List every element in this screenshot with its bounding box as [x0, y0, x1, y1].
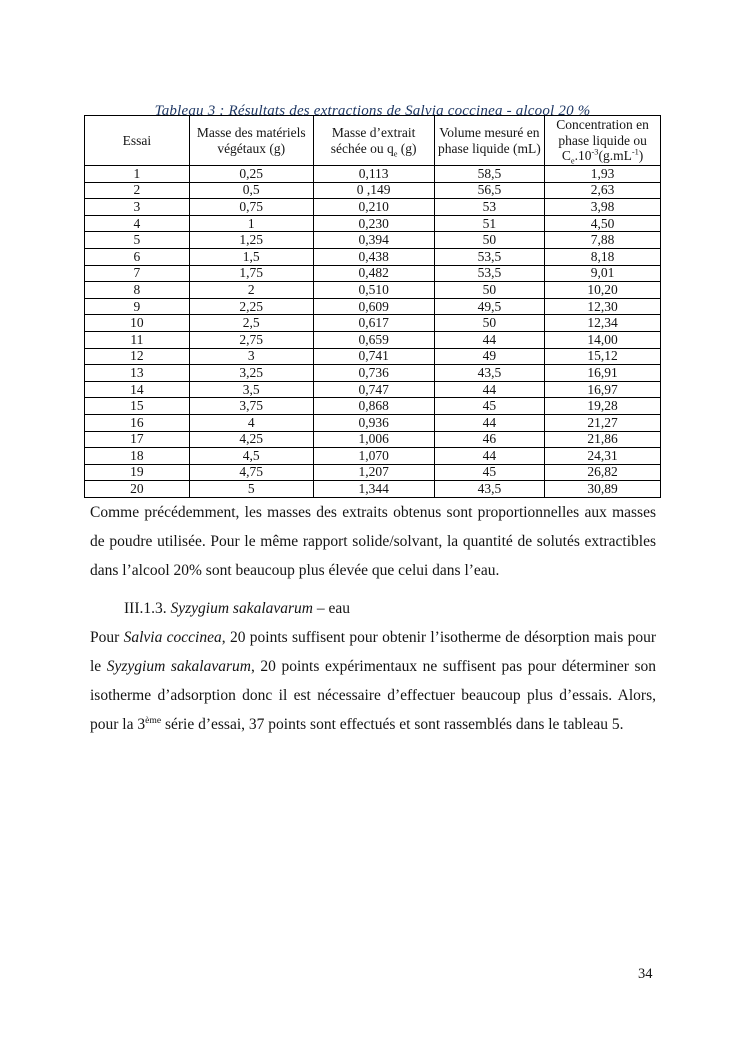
table-row — [85, 282, 661, 299]
text-run: e — [570, 156, 575, 166]
table-cell: 4 — [189, 414, 313, 431]
results-table — [84, 115, 661, 498]
table-cell: 0,5 — [189, 182, 313, 199]
table-cell: 0,936 — [313, 414, 434, 431]
table-cell: 2,5 — [189, 315, 313, 332]
table-row — [85, 481, 661, 498]
table-cell: 58,5 — [434, 166, 545, 183]
column-header — [313, 116, 434, 166]
table-cell: 43,5 — [434, 365, 545, 382]
table-cell: 21,27 — [545, 414, 661, 431]
table-cell: 1,25 — [189, 232, 313, 249]
table-cell: 15,12 — [545, 348, 661, 365]
column-header — [85, 116, 190, 166]
table-cell: 1 — [189, 215, 313, 232]
text-run: -1 — [631, 147, 639, 157]
table-cell: 3,5 — [189, 381, 313, 398]
table-row — [85, 381, 661, 398]
table-cell: 5 — [85, 232, 190, 249]
table-cell: 5 — [189, 481, 313, 498]
table-cell: 0,868 — [313, 398, 434, 415]
table-row — [85, 331, 661, 348]
table-cell: 44 — [434, 381, 545, 398]
table-cell: 0 ,149 — [313, 182, 434, 199]
table-cell: 1,75 — [189, 265, 313, 282]
table-cell: 0,210 — [313, 199, 434, 216]
table-cell: 0,609 — [313, 298, 434, 315]
table-cell: 12 — [85, 348, 190, 365]
table-cell: 0,747 — [313, 381, 434, 398]
text-run: III.1.3. — [124, 600, 171, 617]
text-run: (g.mL — [598, 148, 632, 164]
table-cell: 1,207 — [313, 464, 434, 481]
table-cell: 2 — [189, 282, 313, 299]
table-cell: 0,113 — [313, 166, 434, 183]
table-cell: 16,91 — [545, 365, 661, 382]
table-cell: 19,28 — [545, 398, 661, 415]
table-row — [85, 215, 661, 232]
table-cell: 11 — [85, 331, 190, 348]
table-cell: 3 — [189, 348, 313, 365]
table-cell: 0,659 — [313, 331, 434, 348]
table-cell: 21,86 — [545, 431, 661, 448]
table-cell: 2,63 — [545, 182, 661, 199]
table-cell: 17 — [85, 431, 190, 448]
table-row — [85, 448, 661, 465]
table-cell: 2 — [85, 182, 190, 199]
paragraph-extractions: Comme précédemment, les masses des extraits obtenus sont proportionnelles aux masses de poudre utilisée. Pour le même rapport solide/solvant, la quantité de solutés extractibles dans l’alcool 20% sont beaucoup plus élevée que celui dans l’eau. — [90, 504, 656, 579]
table-cell: 53,5 — [434, 265, 545, 282]
text-run: Pour — [90, 629, 124, 646]
text-run: – eau — [313, 600, 351, 617]
table-row — [85, 414, 661, 431]
table-cell: 46 — [434, 431, 545, 448]
table-cell: 1,93 — [545, 166, 661, 183]
table-cell: 20 — [85, 481, 190, 498]
table-cell: 50 — [434, 232, 545, 249]
table-row — [85, 265, 661, 282]
table-cell: 50 — [434, 282, 545, 299]
table-row — [85, 232, 661, 249]
table-cell: 0,741 — [313, 348, 434, 365]
table-cell: 16,97 — [545, 381, 661, 398]
text-run: , 20 points suffisent pour obtenir l’isotherme de désorption mais pour le — [90, 629, 656, 675]
table-cell: 8,18 — [545, 248, 661, 265]
table-caption: Tableau 3 : Résultats des extractions de Salvia coccinea - alcool 20 % — [154, 103, 591, 119]
text-run: Concentration en phase liquide ou C — [556, 117, 649, 164]
text-run: ème — [145, 714, 162, 726]
table-cell: 44 — [434, 414, 545, 431]
text-run: ) — [638, 148, 644, 164]
table-row — [85, 365, 661, 382]
table-row — [85, 248, 661, 265]
table-cell: 4,75 — [189, 464, 313, 481]
table-cell: 3 — [85, 199, 190, 216]
table-cell: 3,75 — [189, 398, 313, 415]
table-cell: 16 — [85, 414, 190, 431]
table-cell: 9,01 — [545, 265, 661, 282]
table-cell: 12,30 — [545, 298, 661, 315]
table-cell: 4 — [85, 215, 190, 232]
table-cell: 50 — [434, 315, 545, 332]
table-cell: 0,230 — [313, 215, 434, 232]
table-cell: 9 — [85, 298, 190, 315]
column-header — [545, 116, 661, 166]
table-header-row — [85, 116, 661, 166]
table-cell: 1,5 — [189, 248, 313, 265]
table-cell: 44 — [434, 448, 545, 465]
column-header — [189, 116, 313, 166]
table-cell: 1,344 — [313, 481, 434, 498]
table-cell: 2,75 — [189, 331, 313, 348]
table-cell: 30,89 — [545, 481, 661, 498]
table-cell: 4,25 — [189, 431, 313, 448]
table-cell: 53,5 — [434, 248, 545, 265]
table-row — [85, 315, 661, 332]
table-cell: 18 — [85, 448, 190, 465]
table-cell: 45 — [434, 464, 545, 481]
table-cell: 44 — [434, 331, 545, 348]
table-row — [85, 431, 661, 448]
table-cell: 4,50 — [545, 215, 661, 232]
paragraph-isotherme — [90, 623, 656, 739]
page-number: 34 — [638, 966, 653, 982]
text-run: .10 — [574, 148, 592, 164]
table-cell: 0,75 — [189, 199, 313, 216]
text-run: (g) — [397, 140, 417, 156]
table-cell: 0,482 — [313, 265, 434, 282]
table-cell: 53 — [434, 199, 545, 216]
text-run: Essai — [122, 132, 152, 148]
text-run: -3 — [591, 147, 599, 157]
table-cell: 49,5 — [434, 298, 545, 315]
text-run: Salvia coccinea — [123, 629, 222, 646]
table-row — [85, 298, 661, 315]
table-cell: 45 — [434, 398, 545, 415]
table-cell: 49 — [434, 348, 545, 365]
table-cell: 26,82 — [545, 464, 661, 481]
table-cell: 1 — [85, 166, 190, 183]
table-cell: 4,5 — [189, 448, 313, 465]
table-cell: 1,070 — [313, 448, 434, 465]
table-cell: 24,31 — [545, 448, 661, 465]
table-cell: 0,394 — [313, 232, 434, 249]
table-cell: 0,736 — [313, 365, 434, 382]
text-run: série d’essai, 37 points sont effectués et sont rassemblés dans le tableau 5. — [161, 716, 624, 733]
table-row — [85, 199, 661, 216]
text-run: Masse d’extrait séchée ou q — [330, 125, 416, 156]
table-header — [85, 116, 661, 166]
table-cell: 3,98 — [545, 199, 661, 216]
table-cell: 43,5 — [434, 481, 545, 498]
table-cell: 10,20 — [545, 282, 661, 299]
table-cell: 51 — [434, 215, 545, 232]
table-cell: 15 — [85, 398, 190, 415]
column-header — [434, 116, 545, 166]
section-heading — [124, 594, 350, 623]
text-run: Volume mesuré en phase liquide (mL) — [438, 125, 541, 156]
table-cell: 14 — [85, 381, 190, 398]
text-run: e — [393, 149, 398, 159]
table-cell: 0,25 — [189, 166, 313, 183]
table-row — [85, 348, 661, 365]
text-run: Syzygium sakalavarum — [106, 658, 251, 675]
text-run: , 20 points expérimentaux ne suffisent pas pour déterminer son isotherme d’adsorption donc il est nécessaire d’effectuer beaucoup plus d’essais. Alors, pour la 3 — [90, 658, 656, 733]
table-cell: 0,617 — [313, 315, 434, 332]
table-cell: 6 — [85, 248, 190, 265]
table-cell: 0,438 — [313, 248, 434, 265]
table-cell: 7 — [85, 265, 190, 282]
table-cell: 3,25 — [189, 365, 313, 382]
table-cell: 13 — [85, 365, 190, 382]
table-cell: 1,006 — [313, 431, 434, 448]
table-cell: 12,34 — [545, 315, 661, 332]
table-cell: 19 — [85, 464, 190, 481]
table-cell: 8 — [85, 282, 190, 299]
table-cell: 14,00 — [545, 331, 661, 348]
text-run: Syzygium sakalavarum — [170, 600, 313, 617]
table-cell: 10 — [85, 315, 190, 332]
table-row — [85, 182, 661, 199]
table-row — [85, 398, 661, 415]
table-cell: 2,25 — [189, 298, 313, 315]
table-row — [85, 464, 661, 481]
table-cell: 56,5 — [434, 182, 545, 199]
text-run: Masse des matériels végétaux (g) — [196, 125, 306, 156]
table-cell: 0,510 — [313, 282, 434, 299]
table-body — [85, 166, 661, 498]
table-cell: 7,88 — [545, 232, 661, 249]
table-row — [85, 166, 661, 183]
